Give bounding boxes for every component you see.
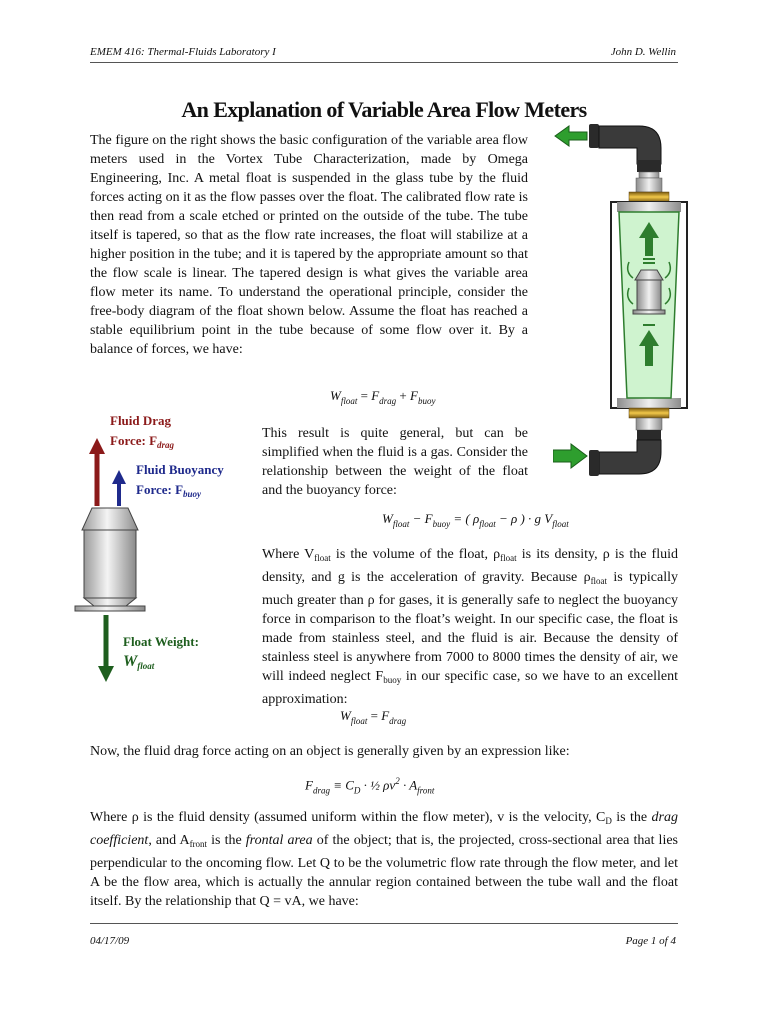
paragraph-neglect-buoyancy: Where $V_{float}$ is the volume of the float, $\rho_{float}$ is its density, ρ is the fluid density, and g is the acceleration of gravity. Because $\rho_{float}$ is typically much greater than ρ for gases, it is generally safe to neglect the buoyancy force in comparison to the float’s weight. In our specific case, the float is made from stainless steel, and the fluid is air. Because the density of stainless steel is anywhere from 7000 to 8000 times the density of air, we will indeed neglect $F_{buoy}$ in our specific case, so we have to an excellent approximation:: [262, 547, 679, 707]
paragraph-gas-simplification: This result is quite general, but can be simplified when the fluid is a gas. Consider the relationship between the weight of the float and the buoyancy force:: [262, 426, 528, 498]
bottom-elbow-fitting: [589, 408, 669, 476]
label-fluid-buoyancy: Fluid Buoyancy Force: $F_{buoy}$: [136, 462, 224, 499]
weight-force-arrow: [98, 615, 114, 682]
intro-paragraph: The figure on the right shows the basic configuration of the variable area flow meters used in the Vortex Tube Characterization, made by Omega Engineering, Inc. A metal float is suspended in the glass tube by the fluid forces acting on it as the flow passes over the float. The calibrated flow rate is then read from a scale etched or printed on the outside of the tube. The tube itself is tapered, so that as the flow rate increases, the float will stabilize at a higher position in the tube; and it is tapered by the appropriate amount so that the flow scale is linear. The tapered design is what gives the variable area flow meter its name. To understand the operational principle, consider the free-body diagram of the float shown below. Assume the float has reached a stable equilibrium point in the tube because of some flow over it. By a balance of forces, we have:: [90, 133, 528, 357]
page-title: An Explanation of Variable Area Flow Meters: [181, 97, 587, 122]
header-course: EMEM 416: Thermal-Fluids Laboratory I: [90, 46, 276, 58]
drag-force-arrow: [89, 438, 105, 506]
inlet-arrow: [553, 444, 587, 468]
free-body-diagram: [70, 430, 150, 690]
footer-rule: [90, 923, 678, 924]
buoyancy-force-arrow: [112, 470, 126, 506]
equation-force-balance: $W_{float} = F_{drag} + F_{buoy}$: [330, 388, 436, 406]
paragraph-drag-coefficient: Where ρ is the fluid density (assumed uniform within the flow meter), v is the velocity, $C_D$ is the drag coefficient, and $A_{front}$ is the frontal area of the object; that is, the projected, cross-sectional area that lies perpendicular to the oncoming flow. Let Q to be the volumetric flow rate through the flow meter, and let A be the flow area, which is actually the annular region contained between the tube wall and the float itself. By the relationship that Q = vA, we have:: [90, 810, 678, 909]
equation-weight-drag: $W_{float} = F_{drag}$: [340, 708, 407, 726]
header-rule: [90, 62, 678, 63]
tube-float: [633, 270, 665, 314]
flow-meter-figure: [553, 112, 713, 492]
footer-date: 04/17/09: [90, 935, 130, 947]
label-fluid-drag: Fluid Drag Force: $F_{drag}$: [110, 413, 175, 450]
float-body: [75, 508, 145, 611]
outlet-arrow: [555, 126, 587, 146]
header-author: John D. Wellin: [610, 46, 676, 58]
top-elbow-fitting: [589, 124, 669, 202]
equation-weight-buoyancy: $W_{float} - F_{buoy}$ = ( $\rho_{float} - \rho$ ) · g $V_{float}$: [382, 511, 569, 529]
label-float-weight: Float Weight: $W_{float}$: [123, 634, 199, 671]
paragraph-drag-intro: Now, the fluid drag force acting on an object is generally given by an expression like:: [90, 744, 570, 759]
equation-drag-force: $F_{drag} \equiv C_D$ · ½ $\rho v^2 \cdot A_{front}$: [305, 776, 435, 796]
footer-page-number: Page 1 of 4: [625, 935, 676, 947]
